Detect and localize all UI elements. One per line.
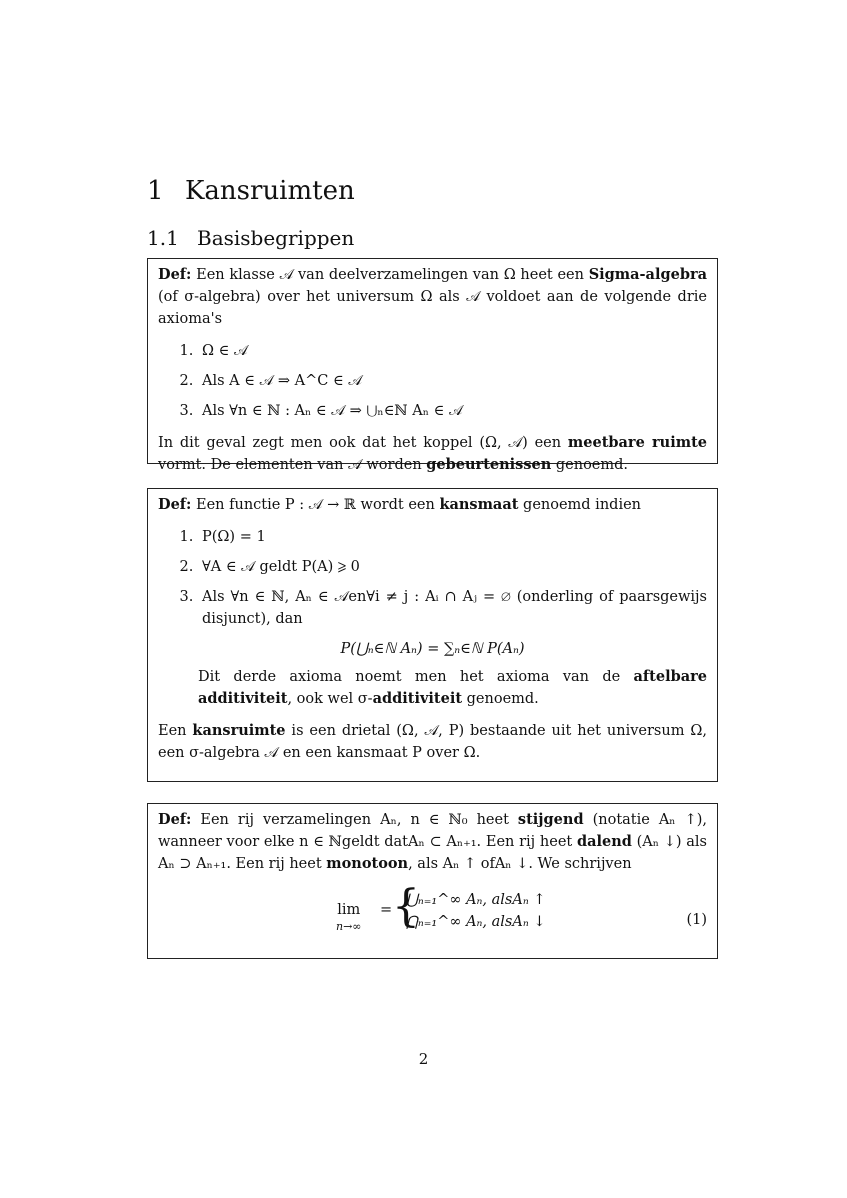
def-label: Def:	[158, 811, 192, 828]
term-dalend: dalend	[576, 833, 632, 850]
def-label: Def:	[158, 266, 192, 283]
axiom-item: 3. Als ∀n ∈ ℕ : Aₙ ∈ 𝒜 ⇒ ⋃ₙ∈ℕ Aₙ ∈ 𝒜	[198, 400, 707, 422]
page-number: 2	[418, 1050, 429, 1068]
axiom-item: 1. P(Ω) = 1	[198, 526, 707, 548]
text-span: genoemd.	[551, 457, 629, 473]
text-span: , ook wel σ-	[287, 691, 373, 707]
axiom-item: 2. ∀A ∈ 𝒜 geldt P(A) ⩾ 0	[198, 556, 707, 578]
axiom-item: 2. Als A ∈ 𝒜 ⇒ A^C ∈ 𝒜	[198, 370, 707, 392]
axiom-list	[158, 340, 707, 422]
term-monotoon: monotoon	[326, 855, 409, 872]
definition-intro	[158, 264, 707, 330]
section-title: Kansruimten	[185, 176, 355, 206]
case-row: ⋃ₙ₌₁^∞ Aₙ, alsAₙ ↑	[406, 892, 546, 908]
text-span: In dit geval zegt men ook dat het koppel (Ω, 𝒜) een	[158, 435, 568, 451]
text-span: (notatie Aₙ ↑), wanneer voor elke n ∈ ℕgeldt datAₙ ⊂ Aₙ₊₁. Een rij heet	[158, 812, 707, 850]
definition-outro	[158, 432, 707, 476]
limit-subscript: n→∞	[336, 920, 362, 933]
subsection-title: Basisbegrippen	[197, 226, 355, 250]
text-span: Een klasse 𝒜 van deelverzamelingen van Ω heet een	[196, 267, 589, 283]
text-span: is een drietal (Ω, 𝒜, P) bestaande uit het universum Ω, een σ-algebra 𝒜 en een kansmaat P over Ω.	[158, 723, 707, 761]
definition-outro	[158, 720, 707, 764]
subsection-number: 1.1	[147, 226, 179, 250]
cases-block	[392, 881, 546, 933]
term-sigma-algebra: Sigma-algebra	[588, 266, 708, 283]
term-aftelbare-additiviteit: aftelbare additiviteit	[198, 668, 707, 707]
term-meetbare-ruimte: meetbare ruimte	[567, 434, 707, 451]
limit-label: lim	[337, 902, 361, 918]
definition-text	[158, 809, 707, 875]
text-span: genoemd indien	[518, 497, 641, 513]
axiom-item: 3. Als ∀n ∈ ℕ, Aₙ ∈ 𝒜en∀i ≠ j : Aᵢ ∩ Aⱼ = ∅ (onderling of paarsgewijs disjunct), dan	[198, 586, 707, 630]
section-number: 1	[147, 176, 164, 206]
text-span: Een	[158, 723, 193, 739]
def-label: Def:	[158, 496, 192, 513]
definition-box-kansmaat	[147, 488, 718, 782]
definition-box-monotoon	[147, 803, 718, 959]
equation-number: (1)	[686, 912, 707, 928]
display-equation-limit	[158, 883, 707, 953]
limit-operator	[336, 899, 361, 933]
definition-box-sigma-algebra	[147, 258, 718, 473]
axiom-list	[158, 526, 707, 630]
display-equation-additivity: P(⋃ₙ∈ℕ Aₙ) = ∑ₙ∈ℕ P(Aₙ)	[340, 641, 525, 657]
text-span: genoemd.	[462, 691, 539, 707]
term-stijgend: stijgend	[517, 811, 584, 828]
text-span: Dit derde axioma noemt men het axioma van de	[198, 669, 634, 685]
text-span: (of σ-algebra) over het universum Ω als 𝒜 voldoet aan de volgende drie axioma's	[158, 289, 707, 327]
term-kansmaat: kansmaat	[439, 496, 519, 513]
term-gebeurtenissen: gebeurtenissen	[426, 456, 552, 473]
brace-icon: {	[392, 881, 420, 932]
axiom-item: 1. Ω ∈ 𝒜	[198, 340, 707, 362]
text-span: (Aₙ ↓) als Aₙ ⊃ Aₙ₊₁. Een rij heet	[158, 834, 707, 872]
text-span: , als Aₙ ↑ ofAₙ ↓. We schrijven	[408, 856, 632, 872]
subsection-heading	[147, 226, 354, 250]
equals-sign: =	[380, 902, 393, 918]
axiom-note	[158, 666, 707, 710]
case-row: ⋂ₙ₌₁^∞ Aₙ, alsAₙ ↓	[406, 914, 546, 930]
text-span: Een rij verzamelingen Aₙ, n ∈ ℕ₀ heet	[200, 812, 518, 828]
text-span: vormt. De elementen van 𝒜 worden	[158, 457, 427, 473]
term-additiviteit: additiviteit	[372, 690, 463, 707]
definition-intro	[158, 494, 707, 516]
section-heading	[147, 176, 355, 206]
text-span: Een functie P : 𝒜 → ℝ wordt een	[196, 497, 440, 513]
term-kansruimte: kansruimte	[192, 722, 286, 739]
